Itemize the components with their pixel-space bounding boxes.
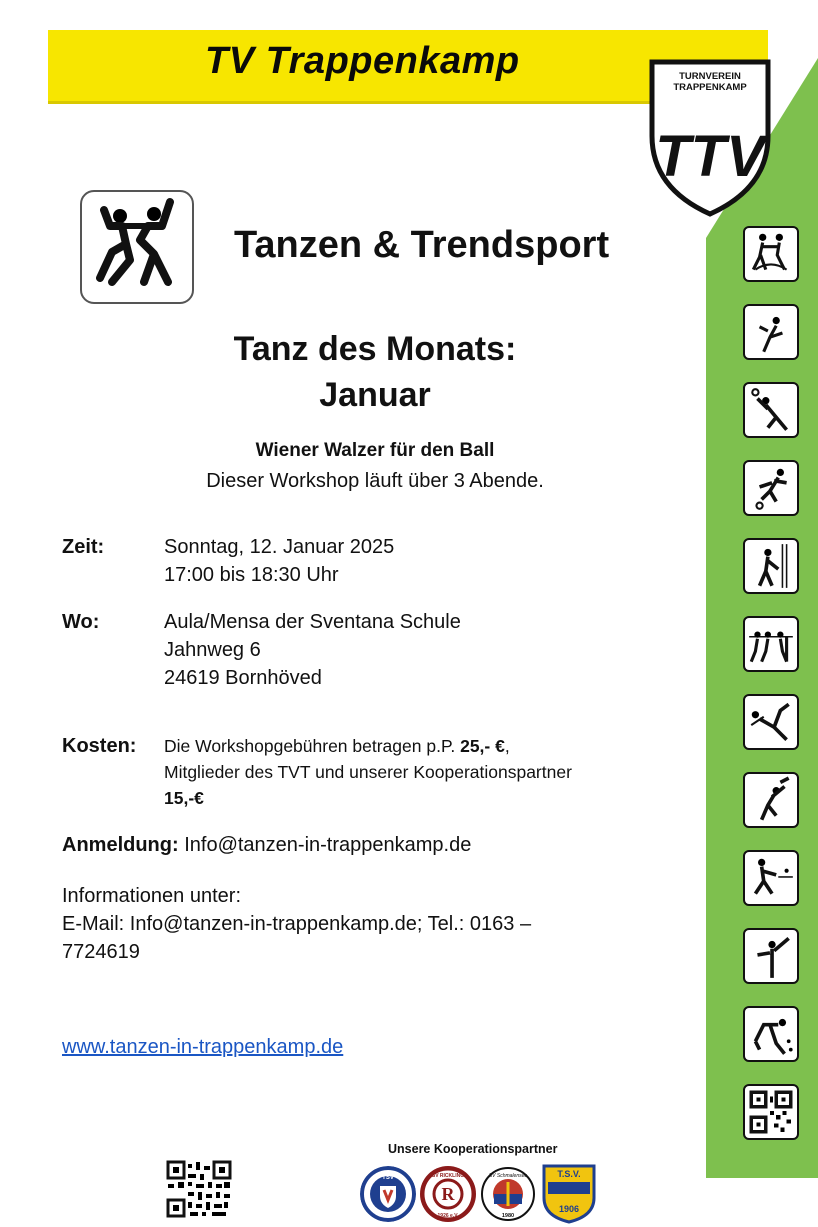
event-title-line2: Januar	[319, 376, 431, 414]
event-title-line1: Tanz des Monats:	[233, 330, 517, 368]
gymnastics-icon	[743, 304, 799, 360]
dance-pictogram-icon	[80, 190, 194, 304]
partner-text-rickling-year: 1926 e.V.	[437, 1213, 459, 1219]
header-title: TV Trappenkamp	[205, 40, 520, 82]
tug-of-war-icon	[743, 616, 799, 672]
qr-code-icon	[166, 1160, 232, 1218]
partner-logo-tsv-gnutz	[360, 1166, 416, 1222]
wo-venue: Aula/Mensa der Sventana Schule	[164, 611, 461, 633]
partner-text-schmalensee-year: 1980	[501, 1213, 515, 1219]
partner-text-tsv-wankendorf: T.S.V.	[557, 1169, 581, 1179]
soccer-icon	[743, 460, 799, 516]
club-shield-logo	[646, 58, 774, 218]
registration-email[interactable]: Info@tanzen-in-trappenkamp.de	[178, 834, 472, 856]
partner-text-schmalensee: SV Schmalensee	[488, 1173, 528, 1179]
partner-text-rickling: SV RICKLING	[431, 1173, 465, 1179]
partner-text-wankendorf-year: 1906	[558, 1204, 580, 1214]
kosten-line2: Mitglieder des TVT und unserer Kooperationspartner	[164, 762, 572, 782]
kosten-line1-text: Die Workshopgebühren betragen p.P.	[164, 736, 461, 756]
wo-city: 24619 Bornhöved	[164, 667, 322, 689]
zeit-value	[164, 533, 394, 589]
registration-label: Anmeldung:	[62, 834, 179, 856]
logo-line1: TURNVEREIN	[679, 71, 741, 82]
climbing-icon	[743, 1006, 799, 1062]
partner-logo-tsv-wankendorf	[540, 1164, 598, 1224]
partners-heading: Unsere Kooperationspartner	[388, 1142, 558, 1156]
kosten-price-regular: 25,- €	[460, 736, 505, 756]
category-title: Tanzen & Trendsport	[234, 224, 610, 266]
wo-street: Jahnweg 6	[164, 639, 261, 661]
website-link[interactable]: www.tanzen-in-trappenkamp.de	[62, 1036, 344, 1058]
registration-line	[62, 834, 471, 857]
zeit-date: Sonntag, 12. Januar 2025	[164, 536, 395, 558]
dance-icon	[743, 226, 799, 282]
event-title	[0, 326, 750, 418]
info-block	[62, 882, 662, 966]
logo-line2: TRAPPENKAMP	[673, 82, 747, 93]
workshop-title: Wiener Walzer für den Ball	[255, 440, 495, 461]
kosten-line1	[164, 733, 572, 759]
info-line1: Informationen unter:	[62, 885, 241, 907]
workshop-note: Dieser Workshop läuft über 3 Abende.	[206, 470, 544, 492]
hockey-icon	[743, 538, 799, 594]
kosten-line3	[164, 785, 572, 811]
partner-text-tsv: TSV	[382, 1175, 394, 1181]
zeit-time: 17:00 bis 18:30 Uhr	[164, 564, 339, 586]
kosten-line1-end: ,	[504, 736, 510, 756]
table-tennis-icon	[743, 850, 799, 906]
handball-icon	[743, 382, 799, 438]
wo-label: Wo:	[62, 611, 100, 633]
athletics-icon	[743, 928, 799, 984]
partner-logo-sv-schmalensee	[480, 1166, 536, 1222]
kosten-value	[164, 733, 572, 811]
zeit-label: Zeit:	[62, 536, 105, 558]
kosten-label: Kosten:	[62, 735, 137, 757]
info-line2: E-Mail: Info@tanzen-in-trappenkamp.de; Tel.: 0163 –	[62, 913, 532, 935]
qr-code-icon	[743, 1084, 799, 1140]
swimming-icon	[743, 694, 799, 750]
badminton-icon	[743, 772, 799, 828]
wo-value	[164, 608, 461, 692]
logo-monogram: TTV	[655, 124, 765, 189]
partner-logo-sv-rickling	[420, 1166, 476, 1222]
info-line3: 7724619	[62, 941, 140, 963]
kosten-price-members: 15,-€	[164, 788, 204, 808]
svg-text:R: R	[441, 1184, 455, 1204]
